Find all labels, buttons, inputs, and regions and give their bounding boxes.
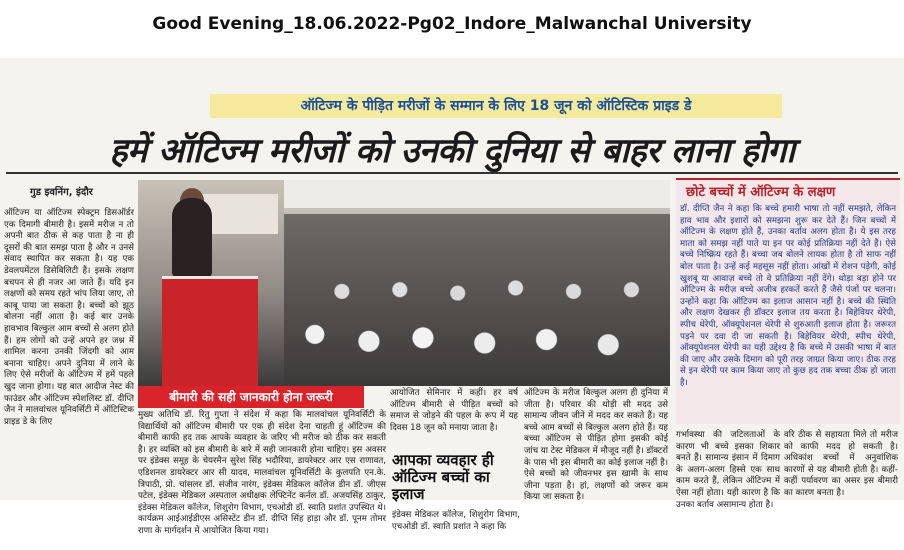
audience-crowd <box>284 214 670 386</box>
podium <box>162 276 258 386</box>
sidebox-title: छोटे बच्चों में ऑटिज्म के लक्षण <box>686 185 836 200</box>
article-column-2: मुख्य अतिथि डॉ. रितु गुप्ता ने संदेश में कहा कि मालवांचल यूनिवर्सिटी के विद्यार्थियों को ऑटिज्म बीमारी पर एक ही संदेश देना चाहती हूं ऑटिज्म की बीमारी काफी हद तक आपके व्यवहार के जरिए भी मरीज को ठीक कर सकती है। हर व्यक्ति को इस बीमारी के बारे में सही जानकारी होना चाहिए। इस अवसर पर इंडेक्स समूह के चेयरमैन सुरेश सिंह भदौरिया, डायरेक्टर आर एस राणावत, एडिशनल डायरेक्टर आर सी यादव, मालवांचल यूनिवर्सिटी के कुलपति एन.के. त्रिपाठी, प्रो. चांसलर डॉ. संजीव नारंग, इंडेक्स मेडिकल कॉलेज डीन डॉ. जीएस पटेल, इंडेक्स मेडिकल अस्पताल अधीक्षक लेफ्टिनेंट कर्नल डॉ. अजयसिंह ठाकुर, इंडेक्स मेडिकल कॉलेज, शिशुरोग विभाग, एचओडी डॉ. स्वाति प्रशांत उपस्थित थे। कार्यक्रम आईआईडीएस असिस्टेंट डीन डॉ. दीप्ति सिंह हाड़ा और डॉ. पूनम तोमर राणा के मार्गदर्शन में आयोजित किया गया। <box>138 410 386 536</box>
kicker-strip: ऑटिज्म के पीड़ित मरीजों के सम्मान के लिए 18 जून को ऑटिस्टिक प्राइड डे <box>210 94 782 118</box>
subheadline: आपका व्यवहार ही ऑटिज्म बच्चों का इलाज <box>392 451 494 503</box>
event-photo <box>138 180 670 386</box>
sidebox-text: डॉ. दीप्ति जैन ने कहा कि बच्चे हमारी भाषा तो नहीं समझते, लेकिन हाव भाव और इशारों को समझना शुरू कर देते हैं। जिन बच्चों में ऑटिज्म के लक्षण होते हैं, उनका बर्ताव अलग होता है। ये इस तरह माता को समझ नहीं पाते या इन पर कोई प्रतिक्रिया नहीं देते हैं। ऐसे बच्चे निष्क्रिय रहते हैं। बच्चा जब बोलने लायक होता है तो साफ नहीं बोल पाता है। उन्हें कई महसूस नहीं होता। आंखों में रोशन पड़ेगी, कोई खुशबू या आवाज़ बच्चे तो वे प्रतिक्रिया नहीं देंगे। थोड़ा बड़ा होने पर ऑटिज्म के मरीज़ बच्चे अजीब हरकतें करते हैं जैसे पंजों पर चलना। उन्होंने कहा कि ऑटिज्म का इलाज आसान नहीं है। बच्चे की स्थिति और लक्षण देखकर ही डॉक्टर इलाज तय करता है। बिहेवियर थेरेपी, स्पीच थेरेपी, ऑक्यूपेशनल थेरेपी से शुरुआती इलाज होता है। जरूरत पड़ने पर दवा दी जा सकती है। बिहेवियर थेरेपी, स्पीच थेरेपी, ऑक्यूपेशनल थेरेपी का यही उद्देश्य है कि बच्चे में उसकी भाषा में बात की जाए और उसके दिमाग को पूरी तरह जाग्रत किया जाए। ठीक तरह से इन थेरेपी पर काम किया जाए तो कुछ हद तक बच्चा ठीक हो जाता है। <box>680 204 896 388</box>
page-caption: Good Evening_18.06.2022-Pg02_Indore_Malwanchal University <box>152 14 752 34</box>
article-column-3: आयोजित सेमिनार में कहीं। हर वर्ष ऑटिज्म बीमारी से पीड़ित बच्चों को समाज से जोड़ने की पहल के रूप में यह दिवस 18 जून को मनाया जाता है। <box>390 388 518 433</box>
audience-panel <box>284 180 670 386</box>
speaker-figure <box>172 198 212 278</box>
headline-rule <box>6 172 898 174</box>
photo-caption-bar: बीमारी की सही जानकारी होना जरूरी <box>138 386 364 408</box>
dateline: गुड इवनिंग, इंदौर <box>30 187 93 198</box>
article-column-7: वरि ठीक से सहायता मिले तो मरीज को काफी मदद हो सकती है। अधिकांश बच्चों में अनुवांशिक कारणों से यह बीमारी होती है। कहीं-कहीं पर्यावरण का असर इस बीमारी का कारण बनता है। <box>784 430 898 498</box>
hall-ceiling <box>284 180 670 208</box>
article-column-6: गर्भावस्था की जटिलताओं के कारण भी बच्चे इसका शिकार बनते हैं। सामान्य इंसान में दिमाग के अलग-अलग हिस्से एक साथ काम करते हैं, लेकिन ऑटिज्म में ऐसा नहीं होता। यही कारण है कि उनका बर्ताव असामान्य होता है। <box>676 430 780 510</box>
article-column-4: ऑटिज्म के मरीज बिल्कुल अलग ही दुनिया में जीता है। परिवार की थोड़ी सी मदद उसे सामान्य जीवन जीने में मदद कर सकते हैं। यह बच्चे आम बच्चों से बिल्कुल अलग होते हैं। यह बच्चा ऑटिज्म से पीड़ित होगा इसकी कोई जांच या टेस्ट मेडिकल में मौजूद नहीं है। डॉक्टरों के पास भी इस बीमारी का कोई इलाज नहीं है। ऐसे बच्चों को जीवनभर इस खामी के साथ जीना पड़ता है। हां, लक्षणों को जरूर कम किया जा सकता है। <box>524 388 668 503</box>
speaker-panel <box>138 180 284 386</box>
article-column-3b: इंडेक्स मेडिकल कॉलेज, शिशुरोग विभाग, एचओडी डॉ. स्वाति प्रशांत ने कहा कि <box>392 510 520 532</box>
article-column-1: ऑटिज्म या ऑटिज्म स्पेक्ट्रम डिसऑर्डर एक दिमागी बीमारी है। इसमें मरीज न तो अपनी बात ठीक से कह पाता है ना ही दूसरों की बात समझ पाता है और न उनसे संवाद स्थापित कर सकता है। यह एक डेवलपमेंटल डिसेबिलिटी है। इसके लक्षण बचपन से ही नजर आ जाते हैं। यदि इन लक्षणों को समय रहते भांप लिया जाए, तो काबू पाया जा सकता है। बच्चों को झूठ बोलना नहीं आता है। कई बार उनके हावभाव बिल्कुल आम बच्चों से अलग होते हैं। हम लोगों को उन्हें अपने हर जश्न में शामिल करना उनकी जिंदगी को आम बनाना चाहिए। अपने दुनिया में लाने के लिए ऐसे मरीजों के ऑटिज्म में हमें पहले खुद जाना होगा। यह बात आदीज नेस्ट की फाउंडर और ऑटिज्म स्पेशलिस्ट डॉ. दीप्ति जैन ने मालवांचल यूनिवर्सिटी में ऑटिस्टिक प्राइड डे के लिए <box>4 208 134 427</box>
headline: हमें ऑटिज्म मरीजों को उनकी दुनिया से बाहर लाना होगा <box>109 131 795 171</box>
newspaper-clipping <box>0 58 904 536</box>
